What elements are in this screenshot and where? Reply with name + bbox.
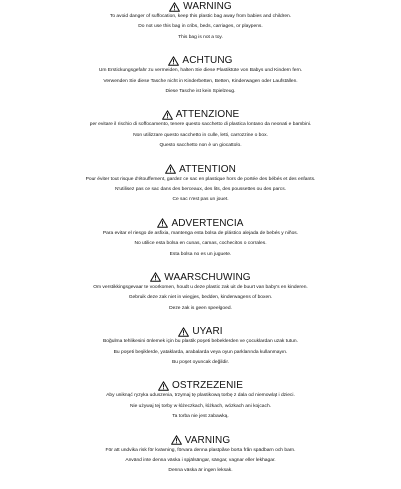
warning-text-line: Pour éviter tout risque d'étouffement, gardez ce sac en plastique hors de portée des bébés et des enfants. xyxy=(85,176,316,182)
warning-text-line: Ta torba nie jest zabawką. xyxy=(172,414,229,420)
warning-heading xyxy=(0,435,401,446)
warning-heading xyxy=(0,109,401,120)
warning-title: OSTRZEŻENIE xyxy=(171,380,244,392)
warning-heading xyxy=(0,326,401,337)
warning-text-line: Bu poşet oyuncak değildir. xyxy=(171,359,230,365)
warning-triangle-icon xyxy=(162,110,173,120)
warning-text-line: Nie używaj tej torby w łóżeczkach, łóżkach, wózkach ani kojcach. xyxy=(129,403,272,409)
warning-block xyxy=(0,272,401,326)
warning-block xyxy=(0,109,401,163)
warning-triangle-icon xyxy=(168,56,179,66)
warning-title: ADVERTENCIA xyxy=(171,217,244,229)
warning-title: WARNING xyxy=(183,1,232,12)
warning-text-line: Para evitar el riesgo de asfixia, mantenga esta bolsa de plástico alejada de bebés y niños. xyxy=(102,230,299,236)
warning-text-line: Deze zak is geen speelgoed. xyxy=(169,305,232,311)
warning-triangle-icon xyxy=(150,272,161,282)
warning-heading xyxy=(0,218,401,229)
warning-triangle-icon xyxy=(171,435,182,445)
warning-text-line: För att undvika risk för kvävning, förvara denna plastpåse borta från spädbarn och barn. xyxy=(105,447,296,453)
warning-blocks xyxy=(0,1,401,489)
warning-text-line: Om verstikkingsgevaar te voorkomen, houdt u deze plastic zak uit de buurt van baby's en kinderen. xyxy=(93,284,308,290)
warning-triangle-icon xyxy=(165,164,176,174)
warning-heading xyxy=(0,380,401,391)
warning-text-line: To avoid danger of suffocation, keep this plastic bag away from babies and children. xyxy=(109,14,292,19)
warning-text-line: Boğulma tehlikesini önlemek için bu plastik poşeti bebeklerden ve çocuklardan uzak tutun. xyxy=(103,339,298,345)
warning-triangle-icon xyxy=(157,218,168,228)
warning-text-line: This bag is not a toy. xyxy=(178,34,223,40)
warning-text-line: Do not use this bag in cribs, beds, carriages, or playpens. xyxy=(138,24,263,30)
warning-block xyxy=(0,164,401,218)
warning-text-line: Verwenden Sie diese Tasche nicht in Kinderbetten, Betten, Kinderwagen oder Laufställen. xyxy=(103,78,298,84)
warning-block xyxy=(0,218,401,272)
warning-text-line: Använd inte denna väska i spjälsängar, sängar, vagnar eller lekhagar. xyxy=(125,457,276,463)
warning-block xyxy=(0,380,401,434)
warning-text-line: Denna väska är ingen leksak. xyxy=(168,468,233,474)
warning-text-line: No utilice esta bolsa en cunas, camas, cochecitos o corrales. xyxy=(134,241,267,247)
warning-text-line: N'utilisez pas ce sac dans des berceaux, des lits, des poussettes ou des parcs. xyxy=(114,186,287,192)
warning-text-line: Um Erstickungsgefahr zu vermeiden, halten Sie diese Plastiktüte von Babys und Kindern fern. xyxy=(98,68,303,74)
warning-heading xyxy=(0,272,401,283)
warning-text-line: Gebruik deze zak niet in wiegjes, bedden, kinderwagens of boxen. xyxy=(128,295,273,301)
warning-title: VARNING xyxy=(184,434,231,446)
warning-block xyxy=(0,1,401,55)
warning-title: ATTENTION xyxy=(179,163,236,175)
warning-text-line: Esta bolsa no es un juguete. xyxy=(169,251,232,257)
warning-block xyxy=(0,326,401,380)
warning-block xyxy=(0,435,401,489)
warning-triangle-icon xyxy=(178,327,189,337)
warning-block xyxy=(0,55,401,109)
warning-heading xyxy=(0,164,401,175)
warning-title: ATTENZIONE xyxy=(175,109,240,121)
warning-text-line: Bu poşeti beşiklerde, yataklarda, arabalarda veya oyun parklarında kullanmayın. xyxy=(113,349,288,355)
warning-text-line: Questo sacchetto non è un giocattolo. xyxy=(159,143,242,149)
warning-heading xyxy=(0,1,401,12)
warning-text-line: Ce sac n'est pas un jouet. xyxy=(172,197,229,203)
warning-heading xyxy=(0,55,401,66)
warning-text-line: per evitare il rischio di soffocamento, tenere questo sacchetto di plastica lontano da neonati e bambini. xyxy=(89,122,312,128)
warning-text-line: Non utilizzare questo sacchetto in culle, letti, carrozzine o box. xyxy=(133,132,268,138)
warning-triangle-icon xyxy=(158,381,169,391)
warning-text-line: Aby uniknąć ryzyka uduszenia, trzymaj tę plastikową torbę z dala od niemowląt i dzieci. xyxy=(106,393,295,399)
warning-title: WAARSCHUWING xyxy=(164,271,251,283)
warning-title: ACHTUNG xyxy=(182,55,233,67)
warning-text-line: Diese Tasche ist kein Spielzeug. xyxy=(165,89,236,94)
warning-title: UYARI xyxy=(192,326,223,338)
warning-triangle-icon xyxy=(169,2,180,12)
